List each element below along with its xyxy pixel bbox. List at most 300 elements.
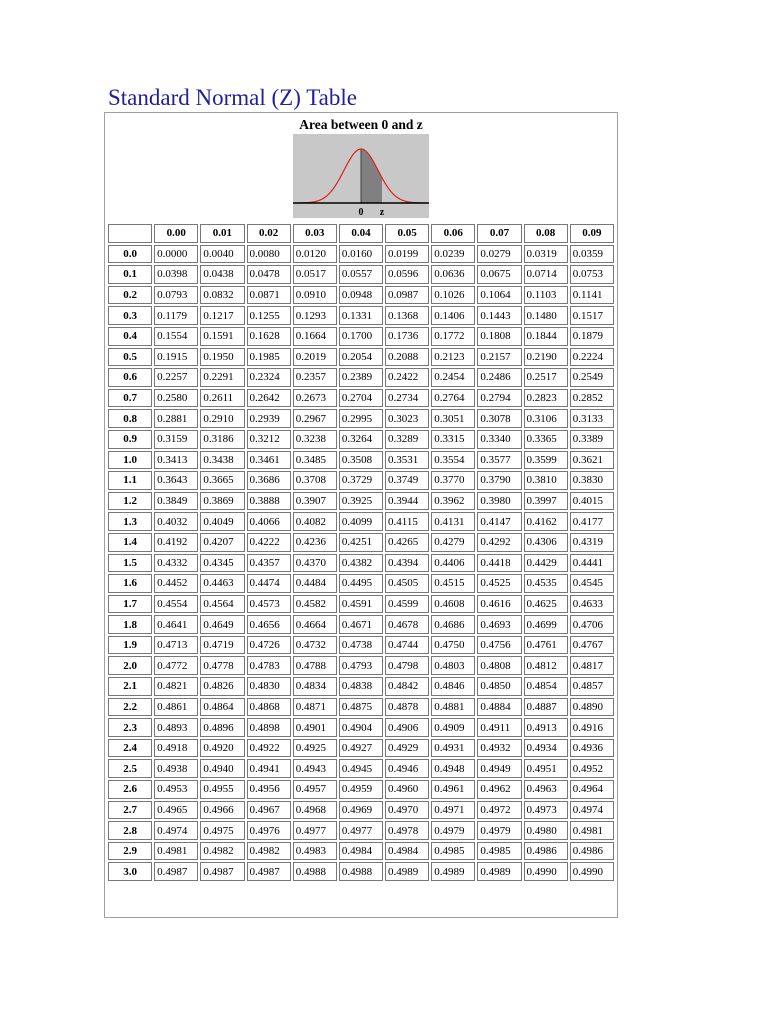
table-cell: 0.4032 (154, 512, 198, 531)
table-cell: 0.4975 (200, 821, 244, 840)
row-header: 1.2 (108, 492, 152, 511)
table-cell: 0.1879 (570, 327, 614, 346)
table-cell: 0.4625 (524, 595, 568, 614)
table-cell: 0.4706 (570, 615, 614, 634)
row-header: 0.2 (108, 286, 152, 305)
table-cell: 0.4292 (477, 533, 521, 552)
table-cell: 0.4207 (200, 533, 244, 552)
table-cell: 0.4842 (385, 677, 429, 696)
table-cell: 0.4913 (524, 718, 568, 737)
table-row (108, 492, 614, 511)
column-header: 0.07 (477, 224, 521, 243)
table-cell: 0.1217 (200, 306, 244, 325)
table-cell: 0.1772 (431, 327, 475, 346)
table-cell: 0.0675 (477, 265, 521, 284)
table-cell: 0.4970 (385, 801, 429, 820)
table-cell: 0.4952 (570, 759, 614, 778)
table-cell: 0.4671 (339, 615, 383, 634)
table-cell: 0.0398 (154, 265, 198, 284)
table-cell: 0.1628 (247, 327, 291, 346)
table-cell: 0.4989 (477, 862, 521, 881)
row-header: 0.6 (108, 368, 152, 387)
table-cell: 0.3810 (524, 471, 568, 490)
table-cell: 0.4911 (477, 718, 521, 737)
table-cell: 0.4871 (293, 698, 337, 717)
table-cell: 0.4177 (570, 512, 614, 531)
table-cell: 0.3340 (477, 430, 521, 449)
table-cell: 0.4726 (247, 636, 291, 655)
table-cell: 0.0987 (385, 286, 429, 305)
table-cell: 0.2324 (247, 368, 291, 387)
table-cell: 0.0000 (154, 245, 198, 264)
column-header: 0.04 (339, 224, 383, 243)
table-cell: 0.4984 (339, 842, 383, 861)
table-cell: 0.3962 (431, 492, 475, 511)
table-cell: 0.2157 (477, 348, 521, 367)
table-cell: 0.4982 (247, 842, 291, 861)
table-row (108, 286, 614, 305)
table-cell: 0.4699 (524, 615, 568, 634)
table-cell: 0.4656 (247, 615, 291, 634)
table-cell: 0.4429 (524, 554, 568, 573)
table-cell: 0.4535 (524, 574, 568, 593)
table-cell: 0.4946 (385, 759, 429, 778)
row-header: 0.1 (108, 265, 152, 284)
table-cell: 0.4484 (293, 574, 337, 593)
table-cell: 0.4633 (570, 595, 614, 614)
table-cell: 0.1103 (524, 286, 568, 305)
table-cell: 0.3997 (524, 492, 568, 511)
table-cell: 0.0517 (293, 265, 337, 284)
table-cell: 0.3438 (200, 451, 244, 470)
table-cell: 0.0636 (431, 265, 475, 284)
table-cell: 0.2454 (431, 368, 475, 387)
table-cell: 0.4945 (339, 759, 383, 778)
column-header: 0.02 (247, 224, 291, 243)
table-cell: 0.2054 (339, 348, 383, 367)
table-cell: 0.4927 (339, 739, 383, 758)
table-cell: 0.2291 (200, 368, 244, 387)
table-cell: 0.4830 (247, 677, 291, 696)
table-row (108, 512, 614, 531)
table-cell: 0.1950 (200, 348, 244, 367)
table-cell: 0.2357 (293, 368, 337, 387)
table-cell: 0.3888 (247, 492, 291, 511)
table-cell: 0.4418 (477, 554, 521, 573)
table-cell: 0.4756 (477, 636, 521, 655)
normal-curve-figure (293, 134, 429, 218)
table-cell: 0.0714 (524, 265, 568, 284)
table-row (108, 595, 614, 614)
table-cell: 0.1255 (247, 306, 291, 325)
table-cell: 0.4986 (524, 842, 568, 861)
table-cell: 0.2673 (293, 389, 337, 408)
table-cell: 0.4463 (200, 574, 244, 593)
table-cell: 0.4573 (247, 595, 291, 614)
table-cell: 0.2611 (200, 389, 244, 408)
table-cell: 0.3770 (431, 471, 475, 490)
table-cell: 0.4964 (570, 780, 614, 799)
table-cell: 0.4192 (154, 533, 198, 552)
table-row (108, 451, 614, 470)
table-cell: 0.4987 (200, 862, 244, 881)
table-cell: 0.4599 (385, 595, 429, 614)
table-cell: 0.4783 (247, 656, 291, 675)
row-header: 0.4 (108, 327, 152, 346)
table-cell: 0.4545 (570, 574, 614, 593)
table-cell: 0.4979 (477, 821, 521, 840)
table-cell: 0.1844 (524, 327, 568, 346)
table-cell: 0.4306 (524, 533, 568, 552)
table-cell: 0.3577 (477, 451, 521, 470)
table-cell: 0.1406 (431, 306, 475, 325)
table-cell: 0.4441 (570, 554, 614, 573)
row-header: 0.5 (108, 348, 152, 367)
table-cell: 0.4495 (339, 574, 383, 593)
table-cell: 0.1915 (154, 348, 198, 367)
row-header: 2.7 (108, 801, 152, 820)
table-cell: 0.4989 (385, 862, 429, 881)
table-cell: 0.4505 (385, 574, 429, 593)
table-cell: 0.4985 (477, 842, 521, 861)
table-cell: 0.4896 (200, 718, 244, 737)
table-cell: 0.4918 (154, 739, 198, 758)
table-cell: 0.0319 (524, 245, 568, 264)
table-cell: 0.3389 (570, 430, 614, 449)
table-cell: 0.3869 (200, 492, 244, 511)
table-cell: 0.0910 (293, 286, 337, 305)
table-cell: 0.0279 (477, 245, 521, 264)
table-cell: 0.4279 (431, 533, 475, 552)
table-cell: 0.4988 (339, 862, 383, 881)
table-cell: 0.4162 (524, 512, 568, 531)
table-cell: 0.4982 (200, 842, 244, 861)
table-row (108, 389, 614, 408)
table-cell: 0.4987 (154, 862, 198, 881)
table-cell: 0.4955 (200, 780, 244, 799)
table-cell: 0.4265 (385, 533, 429, 552)
table-cell: 0.4976 (247, 821, 291, 840)
table-cell: 0.1736 (385, 327, 429, 346)
table-cell: 0.4938 (154, 759, 198, 778)
table-cell: 0.3830 (570, 471, 614, 490)
row-header: 3.0 (108, 862, 152, 881)
row-header: 2.1 (108, 677, 152, 696)
table-cell: 0.4986 (570, 842, 614, 861)
table-cell: 0.3133 (570, 409, 614, 428)
table-cell: 0.4452 (154, 574, 198, 593)
table-cell: 0.4678 (385, 615, 429, 634)
table-cell: 0.4738 (339, 636, 383, 655)
table-cell: 0.4332 (154, 554, 198, 573)
table-cell: 0.4875 (339, 698, 383, 717)
table-cell: 0.0793 (154, 286, 198, 305)
table-cell: 0.4857 (570, 677, 614, 696)
table-cell: 0.2486 (477, 368, 521, 387)
table-cell: 0.4861 (154, 698, 198, 717)
table-cell: 0.2794 (477, 389, 521, 408)
table-cell: 0.3413 (154, 451, 198, 470)
table-row (108, 615, 614, 634)
table-row (108, 306, 614, 325)
row-header: 0.0 (108, 245, 152, 264)
table-cell: 0.4649 (200, 615, 244, 634)
table-cell: 0.4236 (293, 533, 337, 552)
table-row (108, 245, 614, 264)
table-cell: 0.4965 (154, 801, 198, 820)
z-table (106, 222, 616, 883)
table-cell: 0.4925 (293, 739, 337, 758)
table-cell: 0.3238 (293, 430, 337, 449)
table-cell: 0.2549 (570, 368, 614, 387)
table-cell: 0.4949 (477, 759, 521, 778)
table-cell: 0.0359 (570, 245, 614, 264)
table-row (108, 677, 614, 696)
table-cell: 0.2939 (247, 409, 291, 428)
table-cell: 0.4525 (477, 574, 521, 593)
table-cell: 0.4099 (339, 512, 383, 531)
row-header: 2.8 (108, 821, 152, 840)
row-header: 1.7 (108, 595, 152, 614)
table-cell: 0.1026 (431, 286, 475, 305)
table-cell: 0.4936 (570, 739, 614, 758)
table-cell: 0.2517 (524, 368, 568, 387)
table-cell: 0.2224 (570, 348, 614, 367)
table-cell: 0.1700 (339, 327, 383, 346)
table-cell: 0.4719 (200, 636, 244, 655)
table-cell: 0.1554 (154, 327, 198, 346)
table-row (108, 430, 614, 449)
table-cell: 0.3643 (154, 471, 198, 490)
table-row (108, 656, 614, 675)
table-cell: 0.4357 (247, 554, 291, 573)
corner-cell (108, 224, 152, 243)
table-cell: 0.3485 (293, 451, 337, 470)
table-cell: 0.4962 (477, 780, 521, 799)
table-cell: 0.3461 (247, 451, 291, 470)
table-cell: 0.1141 (570, 286, 614, 305)
table-cell: 0.1293 (293, 306, 337, 325)
table-row (108, 327, 614, 346)
table-cell: 0.4591 (339, 595, 383, 614)
table-cell: 0.3106 (524, 409, 568, 428)
table-cell: 0.4951 (524, 759, 568, 778)
table-cell: 0.0239 (431, 245, 475, 264)
table-cell: 0.4961 (431, 780, 475, 799)
table-cell: 0.3508 (339, 451, 383, 470)
table-cell: 0.4934 (524, 739, 568, 758)
table-cell: 0.4319 (570, 533, 614, 552)
table-cell: 0.2823 (524, 389, 568, 408)
column-header: 0.09 (570, 224, 614, 243)
table-cell: 0.2088 (385, 348, 429, 367)
row-header: 1.0 (108, 451, 152, 470)
z-label: z (379, 207, 385, 218)
table-cell: 0.4564 (200, 595, 244, 614)
table-cell: 0.2764 (431, 389, 475, 408)
table-cell: 0.4713 (154, 636, 198, 655)
table-cell: 0.0871 (247, 286, 291, 305)
table-cell: 0.4115 (385, 512, 429, 531)
table-cell: 0.0080 (247, 245, 291, 264)
table-cell: 0.4732 (293, 636, 337, 655)
table-cell: 0.4812 (524, 656, 568, 675)
row-header: 2.5 (108, 759, 152, 778)
table-cell: 0.4616 (477, 595, 521, 614)
table-cell: 0.1480 (524, 306, 568, 325)
table-cell: 0.3790 (477, 471, 521, 490)
table-cell: 0.4082 (293, 512, 337, 531)
table-cell: 0.3686 (247, 471, 291, 490)
column-header: 0.05 (385, 224, 429, 243)
table-cell: 0.4968 (293, 801, 337, 820)
table-cell: 0.0199 (385, 245, 429, 264)
table-cell: 0.0160 (339, 245, 383, 264)
table-cell: 0.4984 (385, 842, 429, 861)
table-cell: 0.3289 (385, 430, 429, 449)
table-row (108, 533, 614, 552)
table-cell: 0.4251 (339, 533, 383, 552)
table-cell: 0.0753 (570, 265, 614, 284)
table-cell: 0.3531 (385, 451, 429, 470)
table-cell: 0.4972 (477, 801, 521, 820)
table-cell: 0.4750 (431, 636, 475, 655)
table-cell: 0.4985 (431, 842, 475, 861)
table-cell: 0.4798 (385, 656, 429, 675)
table-cell: 0.4693 (477, 615, 521, 634)
table-cell: 0.4515 (431, 574, 475, 593)
table-cell: 0.4868 (247, 698, 291, 717)
table-cell: 0.4015 (570, 492, 614, 511)
table-cell: 0.4147 (477, 512, 521, 531)
table-cell: 0.4906 (385, 718, 429, 737)
table-cell: 0.4916 (570, 718, 614, 737)
table-cell: 0.4974 (154, 821, 198, 840)
table-cell: 0.4978 (385, 821, 429, 840)
table-row (108, 574, 614, 593)
table-cell: 0.4977 (293, 821, 337, 840)
table-cell: 0.4931 (431, 739, 475, 758)
table-cell: 0.4922 (247, 739, 291, 758)
table-cell: 0.0478 (247, 265, 291, 284)
table-cell: 0.4821 (154, 677, 198, 696)
table-cell: 0.2881 (154, 409, 198, 428)
table-cell: 0.4983 (293, 842, 337, 861)
row-header: 2.4 (108, 739, 152, 758)
header-row (108, 224, 614, 243)
table-cell: 0.4971 (431, 801, 475, 820)
table-cell: 0.4884 (477, 698, 521, 717)
table-cell: 0.4981 (570, 821, 614, 840)
table-cell: 0.4850 (477, 677, 521, 696)
table-cell: 0.1443 (477, 306, 521, 325)
table-cell: 0.4957 (293, 780, 337, 799)
row-header: 0.8 (108, 409, 152, 428)
table-cell: 0.4929 (385, 739, 429, 758)
row-header: 2.3 (108, 718, 152, 737)
table-cell: 0.4778 (200, 656, 244, 675)
table-cell: 0.4788 (293, 656, 337, 675)
row-header: 2.6 (108, 780, 152, 799)
table-cell: 0.2580 (154, 389, 198, 408)
page-title: Standard Normal (Z) Table (108, 85, 357, 110)
row-header: 0.9 (108, 430, 152, 449)
table-cell: 0.2734 (385, 389, 429, 408)
table-cell: 0.4474 (247, 574, 291, 593)
table-cell: 0.4864 (200, 698, 244, 717)
row-header: 1.8 (108, 615, 152, 634)
table-cell: 0.4953 (154, 780, 198, 799)
table-cell: 0.3907 (293, 492, 337, 511)
table-cell: 0.3023 (385, 409, 429, 428)
table-cell: 0.4987 (247, 862, 291, 881)
table-row (108, 698, 614, 717)
table-cell: 0.4793 (339, 656, 383, 675)
table-row (108, 368, 614, 387)
table-cell: 0.4881 (431, 698, 475, 717)
table-cell: 0.2910 (200, 409, 244, 428)
table-cell: 0.0120 (293, 245, 337, 264)
table-row (108, 842, 614, 861)
table-cell: 0.4846 (431, 677, 475, 696)
table-cell: 0.2995 (339, 409, 383, 428)
table-cell: 0.4854 (524, 677, 568, 696)
table-cell: 0.4582 (293, 595, 337, 614)
table-cell: 0.3729 (339, 471, 383, 490)
table-cell: 0.3365 (524, 430, 568, 449)
table-row (108, 780, 614, 799)
table-cell: 0.3980 (477, 492, 521, 511)
table-cell: 0.4808 (477, 656, 521, 675)
table-cell: 0.4826 (200, 677, 244, 696)
table-cell: 0.3554 (431, 451, 475, 470)
table-cell: 0.4641 (154, 615, 198, 634)
table-cell: 0.0557 (339, 265, 383, 284)
table-cell: 0.2852 (570, 389, 614, 408)
row-header: 1.5 (108, 554, 152, 573)
table-cell: 0.4838 (339, 677, 383, 696)
table-cell: 0.3708 (293, 471, 337, 490)
table-row (108, 862, 614, 881)
table-cell: 0.4967 (247, 801, 291, 820)
table-cell: 0.1808 (477, 327, 521, 346)
table-cell: 0.4969 (339, 801, 383, 820)
table-cell: 0.4989 (431, 862, 475, 881)
table-row (108, 718, 614, 737)
column-header: 0.06 (431, 224, 475, 243)
zero-label: 0 (358, 207, 364, 218)
table-cell: 0.4744 (385, 636, 429, 655)
table-cell: 0.2123 (431, 348, 475, 367)
table-cell: 0.3051 (431, 409, 475, 428)
table-cell: 0.1064 (477, 286, 521, 305)
table-cell: 0.4980 (524, 821, 568, 840)
table-cell: 0.4956 (247, 780, 291, 799)
table-cell: 0.4948 (431, 759, 475, 778)
table-cell: 0.0948 (339, 286, 383, 305)
table-cell: 0.4890 (570, 698, 614, 717)
table-cell: 0.3159 (154, 430, 198, 449)
table-cell: 0.3212 (247, 430, 291, 449)
table-cell: 0.3849 (154, 492, 198, 511)
column-header: 0.08 (524, 224, 568, 243)
table-cell: 0.4049 (200, 512, 244, 531)
table-cell: 0.4988 (293, 862, 337, 881)
table-cell: 0.4772 (154, 656, 198, 675)
table-cell: 0.3078 (477, 409, 521, 428)
table-row (108, 554, 614, 573)
table-cell: 0.2642 (247, 389, 291, 408)
